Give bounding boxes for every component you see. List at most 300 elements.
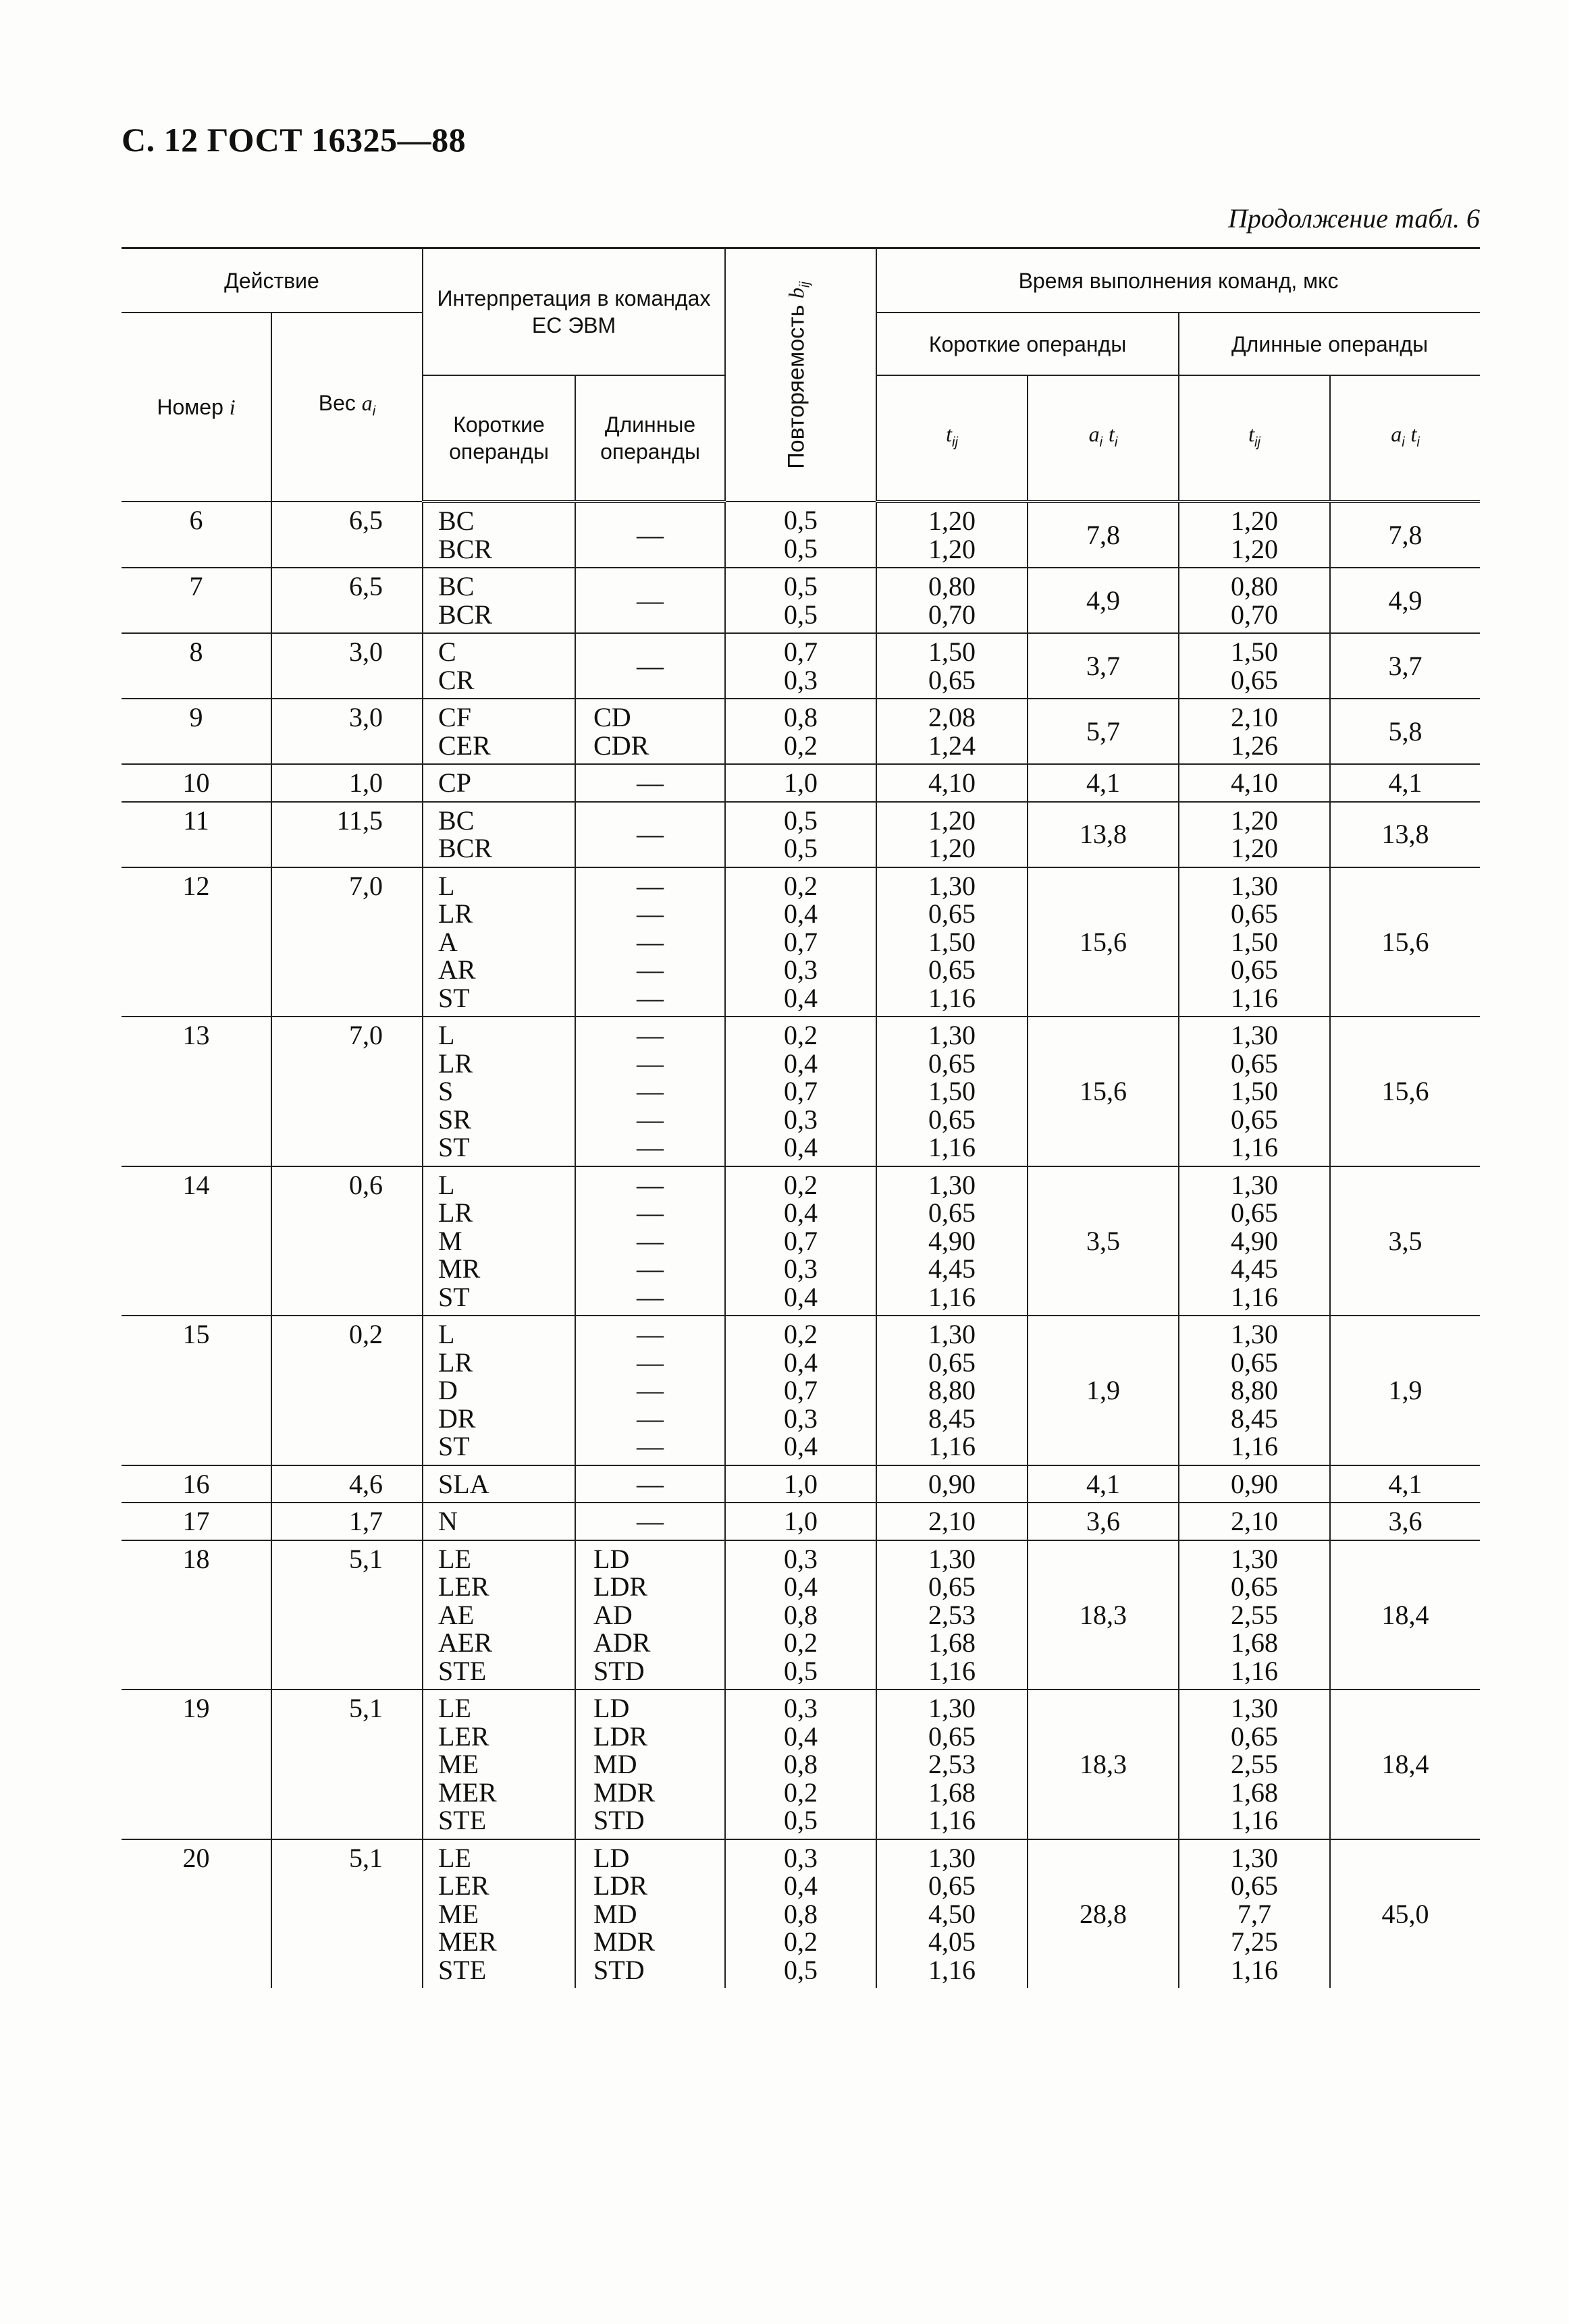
t-long-cell <box>1179 867 1330 1017</box>
t-short-value: 0,65 <box>928 898 976 929</box>
short-command: ST <box>438 982 470 1013</box>
row-weight-cell <box>271 1166 423 1316</box>
long-command: AD <box>593 1599 633 1630</box>
t-short-value: 1,30 <box>928 1842 976 1873</box>
at-short-value: 18,3 <box>1080 1749 1127 1779</box>
t-short-value: 0,65 <box>928 1104 976 1135</box>
repeatability-value: 0,7 <box>784 926 818 957</box>
t-short-value: 0,70 <box>928 599 976 630</box>
short-command-cell <box>423 1839 575 1989</box>
at-long-cell <box>1330 1503 1480 1540</box>
short-command-cell <box>423 764 575 802</box>
header-weight <box>271 313 423 502</box>
at-short-cell <box>1028 764 1179 802</box>
t-short-cell <box>876 699 1028 764</box>
row-number: 14 <box>182 1169 210 1200</box>
row-weight-cell <box>271 802 423 867</box>
t-long-value: 2,10 <box>1231 1506 1279 1536</box>
row-number-cell <box>122 1839 271 1989</box>
repeatability-cell <box>725 1017 876 1166</box>
long-command-cell <box>575 1465 725 1503</box>
t-long-value: 0,65 <box>1231 898 1279 929</box>
t-short-value: 1,30 <box>928 1319 976 1349</box>
at-long-cell <box>1330 1166 1480 1316</box>
repeatability-value: 0,4 <box>784 982 818 1013</box>
t-short-cell <box>876 1166 1028 1316</box>
row-number: 16 <box>182 1468 210 1499</box>
at-short-cell <box>1028 633 1179 699</box>
t-short-value: 1,50 <box>928 637 976 667</box>
at-long-value: 3,7 <box>1388 650 1422 681</box>
header-at-long <box>1330 375 1480 502</box>
t-short-value: 0,65 <box>928 664 976 695</box>
t-short-cell <box>876 1465 1028 1503</box>
repeatability-cell <box>725 1166 876 1316</box>
repeatability-value: 0,2 <box>784 1926 818 1957</box>
row-weight: 5,1 <box>349 1842 383 1873</box>
long-command-dash: — <box>637 1506 664 1536</box>
at-long-cell <box>1330 764 1480 802</box>
t-long-cell <box>1179 1690 1330 1839</box>
row-number-cell <box>122 764 271 802</box>
at-short-value: 5,7 <box>1086 715 1121 747</box>
long-command-cell <box>575 1166 725 1316</box>
repeatability-value: 0,4 <box>784 1431 818 1461</box>
long-command-dash: — <box>637 1375 664 1405</box>
row-number-cell <box>122 1465 271 1503</box>
t-short-value: 1,30 <box>928 1020 976 1050</box>
at-long-cell <box>1330 1465 1480 1503</box>
short-command: M <box>438 1225 462 1256</box>
long-command-dash: — <box>637 1020 664 1050</box>
header-number <box>122 313 271 502</box>
t-short-value: 0,90 <box>928 1468 976 1499</box>
long-command: ADR <box>593 1627 651 1658</box>
short-command: STE <box>438 1805 487 1835</box>
repeatability-value: 0,2 <box>784 1627 818 1658</box>
long-command-dash: — <box>637 870 664 901</box>
at-short-cell <box>1028 1503 1179 1540</box>
at-short-value: 3,5 <box>1086 1225 1121 1256</box>
long-command-cell <box>575 1017 725 1166</box>
short-command-cell <box>423 1503 575 1540</box>
long-command: LDR <box>593 1571 648 1602</box>
table-row <box>122 1503 1480 1540</box>
t-short-value: 0,65 <box>928 1721 976 1752</box>
long-command: STD <box>593 1954 645 1985</box>
at-long-value: 13,8 <box>1381 819 1429 850</box>
long-command-cell <box>575 802 725 867</box>
t-short-value: 2,53 <box>928 1599 976 1630</box>
long-command: MD <box>593 1898 637 1929</box>
row-weight: 6,5 <box>349 571 383 601</box>
t-long-value: 1,16 <box>1231 1805 1279 1835</box>
long-command-cell <box>575 1839 725 1989</box>
repeatability-value: 0,4 <box>784 1132 818 1162</box>
at-long-value: 3,5 <box>1388 1225 1422 1256</box>
long-command-cell <box>575 1540 725 1690</box>
row-weight: 0,2 <box>349 1319 383 1349</box>
repeatability-value: 0,2 <box>784 1020 818 1050</box>
header-action: Действие <box>122 248 423 313</box>
long-command-dash: — <box>637 1319 664 1349</box>
row-number: 15 <box>182 1319 210 1349</box>
long-command-dash: — <box>637 1169 664 1200</box>
repeatability-value: 0,5 <box>784 805 818 836</box>
repeatability-cell <box>725 802 876 867</box>
at-long-value: 45,0 <box>1381 1898 1429 1929</box>
t-short-value: 2,53 <box>928 1749 976 1779</box>
t-long-value: 0,65 <box>1231 1347 1279 1378</box>
long-command: STD <box>593 1805 645 1835</box>
at-short-cell <box>1028 1316 1179 1465</box>
t-short-value: 0,65 <box>928 954 976 985</box>
t-long-value: 0,65 <box>1231 1721 1279 1752</box>
short-command-cell <box>423 699 575 764</box>
t-short-value: 2,10 <box>928 1506 976 1536</box>
row-number-cell <box>122 1540 271 1690</box>
header-short-operands: Короткие операнды <box>876 313 1179 375</box>
short-command: BC <box>438 805 475 836</box>
repeatability-cell <box>725 568 876 633</box>
header-at-short <box>1028 375 1179 502</box>
short-command: LE <box>438 1693 471 1723</box>
short-command: ME <box>438 1898 479 1929</box>
header-number-label: Номер <box>157 395 223 419</box>
long-command-dash: — <box>637 1253 664 1284</box>
repeatability-value: 0,2 <box>784 1169 818 1200</box>
header-repeatability-subscript: ij <box>797 281 813 288</box>
short-command: AR <box>438 954 476 985</box>
t-long-cell <box>1179 1316 1330 1465</box>
t-long-value: 7,25 <box>1231 1926 1279 1957</box>
t-long-cell <box>1179 802 1330 867</box>
t-long-value: 1,20 <box>1231 506 1279 536</box>
table-row <box>122 1017 1480 1166</box>
t-long-value: 1,16 <box>1231 982 1279 1013</box>
long-command-dash: — <box>637 1225 664 1256</box>
long-command-cell <box>575 1316 725 1465</box>
t-long-value: 0,80 <box>1231 571 1279 601</box>
at-short-value: 15,6 <box>1080 926 1127 957</box>
t-subscript: i <box>1416 435 1420 450</box>
row-weight-cell <box>271 633 423 699</box>
repeatability-value: 0,8 <box>784 1599 818 1630</box>
short-command: LR <box>438 1347 473 1378</box>
at-long-value: 1,9 <box>1388 1375 1422 1405</box>
long-command: LD <box>593 1543 630 1574</box>
t-short-value: 1,50 <box>928 926 976 957</box>
row-weight-cell <box>271 699 423 764</box>
t-long-value: 1,16 <box>1231 1281 1279 1312</box>
row-weight: 3,0 <box>349 702 383 732</box>
t-long-value: 7,7 <box>1238 1898 1272 1929</box>
repeatability-value: 0,5 <box>784 505 818 535</box>
at-short-cell <box>1028 1465 1179 1503</box>
t-short-value: 0,65 <box>928 1197 976 1228</box>
repeatability-value: 0,2 <box>784 1777 818 1808</box>
row-weight-cell <box>271 1540 423 1690</box>
repeatability-value: 0,5 <box>784 571 818 601</box>
long-command-dash: — <box>637 1403 664 1434</box>
row-number-cell <box>122 633 271 699</box>
table-row <box>122 568 1480 633</box>
repeatability-cell <box>725 633 876 699</box>
long-command-dash: — <box>637 819 664 850</box>
row-weight: 0,6 <box>349 1169 383 1200</box>
repeatability-value: 0,4 <box>784 1048 818 1079</box>
repeatability-value: 0,4 <box>784 1721 818 1752</box>
short-command-cell <box>423 502 575 568</box>
long-command-cell <box>575 633 725 699</box>
repeatability-value: 0,3 <box>784 1403 818 1434</box>
long-command-dash: — <box>637 650 664 681</box>
long-command-dash: — <box>637 1104 664 1135</box>
at-short-cell <box>1028 1690 1179 1839</box>
at-short-value: 1,9 <box>1086 1375 1121 1405</box>
t-long-value: 0,65 <box>1231 1048 1279 1079</box>
table-row <box>122 802 1480 867</box>
short-command: BCR <box>438 599 493 630</box>
at-long-value: 4,1 <box>1388 1468 1422 1499</box>
at-long-cell <box>1330 699 1480 764</box>
t-short-value: 1,20 <box>928 833 976 863</box>
table-continuation-note: Продолжение табл. 6 <box>1227 203 1480 234</box>
t-long-cell <box>1179 699 1330 764</box>
a-subscript: i <box>1099 435 1103 450</box>
page-header: С. 12 ГОСТ 16325—88 <box>122 121 467 159</box>
header-t-long <box>1179 375 1330 502</box>
header-t-short <box>876 375 1028 502</box>
repeatability-value: 0,4 <box>784 1571 818 1602</box>
at-short-cell <box>1028 1166 1179 1316</box>
short-command: ST <box>438 1132 470 1162</box>
t-long-cell <box>1179 1503 1330 1540</box>
at-short-value: 4,1 <box>1086 1468 1121 1499</box>
long-command: MD <box>593 1749 637 1779</box>
t-short-value: 2,08 <box>928 702 976 732</box>
short-command: STE <box>438 1954 487 1985</box>
short-command: LER <box>438 1721 489 1752</box>
repeatability-value: 0,5 <box>784 1954 818 1985</box>
t-short-value: 8,80 <box>928 1375 976 1405</box>
short-command-cell <box>423 568 575 633</box>
long-command-dash: — <box>637 1468 664 1499</box>
t-long-value: 4,45 <box>1231 1253 1279 1284</box>
t-short-value: 4,50 <box>928 1898 976 1929</box>
row-weight: 11,5 <box>336 805 383 836</box>
short-command: LR <box>438 1048 473 1079</box>
t-long-value: 0,65 <box>1231 664 1279 695</box>
at-long-cell <box>1330 867 1480 1017</box>
repeatability-value: 0,4 <box>784 898 818 929</box>
short-command-cell <box>423 1540 575 1690</box>
t-short-value: 0,65 <box>928 1870 976 1901</box>
t-short-value: 4,90 <box>928 1225 976 1256</box>
t-short-cell <box>876 1690 1028 1839</box>
at-long-value: 3,6 <box>1388 1506 1422 1536</box>
short-command: MR <box>438 1253 481 1284</box>
t-long-value: 1,26 <box>1231 730 1279 761</box>
t-long-value: 4,90 <box>1231 1225 1279 1256</box>
t-long-value: 0,65 <box>1231 1104 1279 1135</box>
t-long-value: 1,20 <box>1231 805 1279 836</box>
t-long-value: 0,65 <box>1231 1197 1279 1228</box>
a-symbol: a <box>1391 421 1402 446</box>
t-short-value: 1,68 <box>928 1777 976 1808</box>
short-command: CER <box>438 730 491 761</box>
short-command: LER <box>438 1571 489 1602</box>
at-long-cell <box>1330 1839 1480 1989</box>
header-repeatability-symbol: b <box>784 287 809 298</box>
short-command: ST <box>438 1431 470 1461</box>
repeatability-value: 0,7 <box>784 1375 818 1405</box>
short-command: LR <box>438 898 473 929</box>
row-number: 11 <box>183 805 209 836</box>
header-repeatability <box>725 248 876 502</box>
repeatability-cell <box>725 502 876 568</box>
repeatability-cell <box>725 699 876 764</box>
at-long-cell <box>1330 568 1480 633</box>
short-command: L <box>438 1169 455 1200</box>
repeatability-cell <box>725 764 876 802</box>
t-long-value: 8,45 <box>1231 1403 1279 1434</box>
t-long-cell <box>1179 1017 1330 1166</box>
table-row <box>122 1540 1480 1690</box>
at-long-value: 4,9 <box>1388 585 1422 616</box>
t-long-value: 1,16 <box>1231 1431 1279 1461</box>
header-repeatability-label: Повторяемость <box>783 304 809 469</box>
t-long-cell <box>1179 1166 1330 1316</box>
long-command-dash: — <box>637 1048 664 1079</box>
t-long-value: 1,30 <box>1231 870 1279 901</box>
repeatability-value: 0,3 <box>784 954 818 985</box>
repeatability-value: 0,4 <box>784 1347 818 1378</box>
at-short-value: 18,3 <box>1080 1599 1127 1630</box>
t-long-value: 0,65 <box>1231 1571 1279 1602</box>
at-long-cell <box>1330 502 1480 568</box>
short-command: BC <box>438 506 475 536</box>
table-header <box>122 248 1480 502</box>
repeatability-cell <box>725 1540 876 1690</box>
row-number-cell <box>122 1503 271 1540</box>
header-weight-label: Вес <box>318 390 356 415</box>
at-short-cell <box>1028 1017 1179 1166</box>
at-short-cell <box>1028 802 1179 867</box>
at-long-value: 5,8 <box>1388 715 1422 747</box>
row-number: 13 <box>182 1020 210 1050</box>
header-number-symbol: i <box>229 395 236 419</box>
short-command-cell <box>423 1465 575 1503</box>
row-weight-cell <box>271 502 423 568</box>
t-short-value: 1,50 <box>928 1076 976 1106</box>
t-short-value: 1,20 <box>928 506 976 536</box>
t-long-value: 0,65 <box>1231 954 1279 985</box>
t-long-cell <box>1179 1839 1330 1989</box>
row-weight-cell <box>271 1503 423 1540</box>
repeatability-value: 0,5 <box>784 533 818 564</box>
repeatability-value: 1,0 <box>784 767 818 798</box>
header-weight-symbol: a <box>361 390 373 415</box>
repeatability-value: 0,4 <box>784 1870 818 1901</box>
t-symbol: t <box>1248 421 1255 446</box>
long-command: LD <box>593 1693 630 1723</box>
short-command-cell <box>423 802 575 867</box>
repeatability-value: 0,4 <box>784 1197 818 1228</box>
t-long-value: 1,30 <box>1231 1020 1279 1050</box>
long-command-cell <box>575 764 725 802</box>
t-short-value: 8,45 <box>928 1403 976 1434</box>
row-number: 6 <box>189 505 203 535</box>
repeatability-value: 0,3 <box>784 1543 818 1574</box>
row-number: 20 <box>182 1842 210 1873</box>
short-command: LER <box>438 1870 489 1901</box>
t-long-cell <box>1179 502 1330 568</box>
row-weight-cell <box>271 1316 423 1465</box>
repeatability-value: 0,5 <box>784 599 818 630</box>
at-short-value: 3,6 <box>1086 1506 1121 1536</box>
long-command-dash: — <box>637 1347 664 1378</box>
repeatability-value: 0,8 <box>784 1898 818 1929</box>
at-short-value: 15,6 <box>1080 1076 1127 1106</box>
t-long-value: 1,50 <box>1231 926 1279 957</box>
table-row <box>122 633 1480 699</box>
row-weight-cell <box>271 1690 423 1839</box>
row-weight-cell <box>271 1839 423 1989</box>
table-row <box>122 699 1480 764</box>
long-command: CDR <box>593 730 649 761</box>
row-number: 8 <box>189 637 203 667</box>
short-command-cell <box>423 1316 575 1465</box>
t-long-value: 0,65 <box>1231 1870 1279 1901</box>
t-short-value: 4,10 <box>928 767 976 798</box>
t-long-value: 1,50 <box>1231 637 1279 667</box>
short-command: BCR <box>438 533 493 564</box>
short-command: S <box>438 1076 454 1106</box>
row-weight: 5,1 <box>349 1543 383 1574</box>
at-long-cell <box>1330 1316 1480 1465</box>
t-long-value: 1,50 <box>1231 1076 1279 1106</box>
at-long-value: 18,4 <box>1381 1599 1429 1630</box>
row-weight-cell <box>271 1465 423 1503</box>
row-number-cell <box>122 1166 271 1316</box>
t-short-value: 1,16 <box>928 1431 976 1461</box>
long-command-dash: — <box>637 1076 664 1106</box>
t-short-value: 1,16 <box>928 1805 976 1835</box>
short-command: N <box>438 1506 458 1536</box>
row-number: 12 <box>182 870 210 901</box>
at-short-value: 4,1 <box>1086 767 1121 798</box>
repeatability-cell <box>725 1690 876 1839</box>
short-command-cell <box>423 1166 575 1316</box>
header-interpretation: Интерпретация в командах ЕС ЭВМ <box>423 248 725 376</box>
short-command: LE <box>438 1543 471 1574</box>
t-long-value: 1,16 <box>1231 1655 1279 1686</box>
long-command-dash: — <box>637 1197 664 1228</box>
t-short-value: 1,16 <box>928 1132 976 1162</box>
t-short-value: 4,05 <box>928 1926 976 1957</box>
row-number: 7 <box>189 571 203 601</box>
table-row <box>122 1839 1480 1989</box>
repeatability-cell <box>725 1465 876 1503</box>
short-command: LR <box>438 1197 473 1228</box>
t-short-value: 1,30 <box>928 870 976 901</box>
row-weight-cell <box>271 568 423 633</box>
t-short-value: 0,65 <box>928 1571 976 1602</box>
t-long-value: 1,68 <box>1231 1777 1279 1808</box>
long-command-dash: — <box>637 585 664 616</box>
t-short-cell <box>876 1316 1028 1465</box>
